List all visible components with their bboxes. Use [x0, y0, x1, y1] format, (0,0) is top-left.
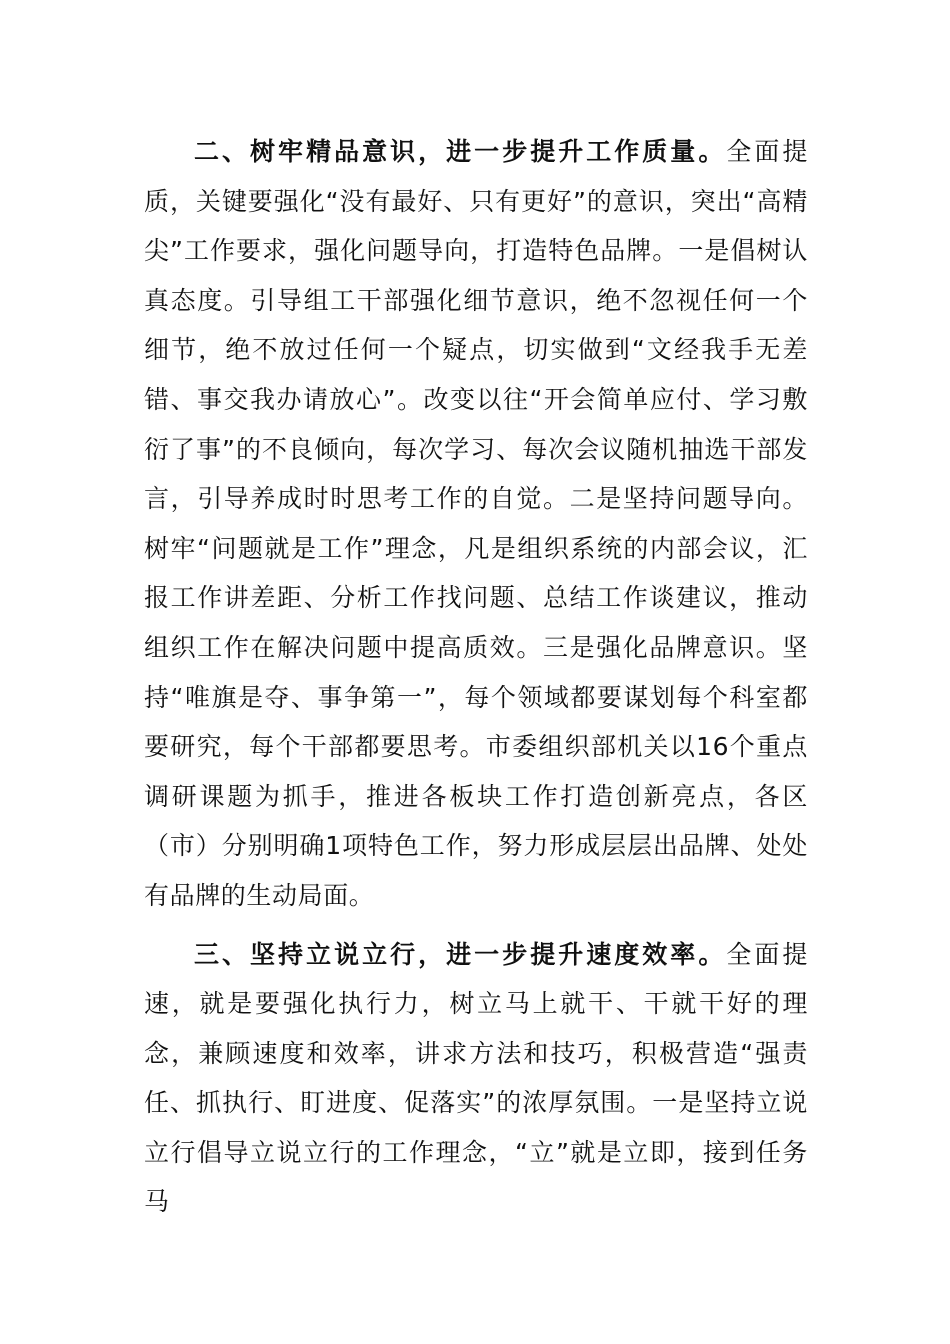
section-heading: 三、坚持立说立行，进一步提升速度效率。 [194, 939, 727, 969]
section-body: 全面提质，关键要强化“没有最好、只有更好”的意识，突出“高精尖”工作要求，强化问题导向，打造特色品牌。一是倡树认真态度。引导组工干部强化细节意识，绝不忽视任何一个细节，绝不放过任何一个疑点，切实做到“文经我手无差错、事交我办请放心”。改变以往“开会简单应付、学习敷衍了事”的不良倾向，每次学习、每次会议随机抽选干部发言，引导养成时时思考工作的自觉。二是坚持问题导向。树牢“问题就是工作”理念，凡是组织系统的内部会议，汇报工作讲差距、分析工作找问题、总结工作谈建议，推动组织工作在解决问题中提高质效。三是强化品牌意识。坚持“唯旗是夺、事争第一”，每个领域都要谋划每个科室都要研究，每个干部都要思考。市委组织部机关以16个重点调研课题为抓手，推进各板块工作打造创新亮点，各区（市）分别明确1项特色工作，努力形成层层出品牌、处处有品牌的生动局面。 [144, 137, 808, 910]
section-body: 全面提速，就是要强化执行力，树立马上就干、干就干好的理念，兼顾速度和效率，讲求方法和技巧，积极营造“强责任、抓执行、盯进度、促落实”的浓厚氛围。一是坚持立说立行倡导立说立行的工作理念，“立”就是立即，接到任务马 [144, 939, 808, 1217]
document-page [144, 127, 808, 1227]
paragraph-section-2 [144, 127, 808, 921]
section-heading: 二、树牢精品意识，进一步提升工作质量。 [194, 137, 727, 166]
paragraph-section-3 [144, 930, 808, 1228]
